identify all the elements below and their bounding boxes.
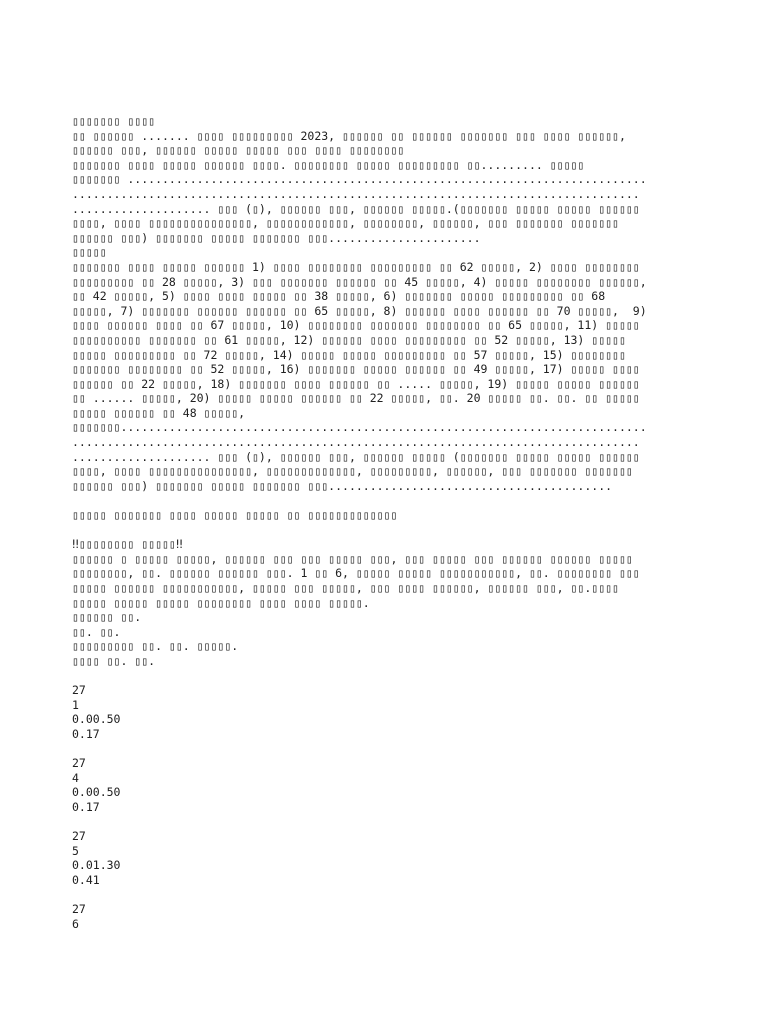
text-line: 27 bbox=[72, 829, 86, 844]
text-line: ▯▯▯▯▯, 7) ▯▯▯▯▯▯▯ ▯▯▯▯▯▯ ▯▯▯▯▯▯ ▯▯ 65 ▯▯▯▯▯, 8) ▯▯▯▯▯▯ ▯▯▯▯ ▯▯▯▯▯▯ ▯▯ 70 ▯▯▯▯▯, 9) bbox=[72, 303, 647, 318]
text-line: ▯▯▯▯▯ ▯▯▯▯▯▯▯ ▯▯▯▯ ▯▯▯▯▯ ▯▯▯▯▯ ▯▯ ▯▯▯▯▯▯▯▯▯▯▯▯▯ bbox=[72, 508, 398, 523]
text-line: ▯▯▯▯▯▯▯ ▯▯▯▯ bbox=[72, 114, 156, 128]
text-line: ▯▯ ...... ▯▯▯▯▯, 20) ▯▯▯▯▯ ▯▯▯▯▯ ▯▯▯▯▯▯ ▯▯ 22 ▯▯▯▯▯, ▯▯. 20 ▯▯▯▯▯ ▯▯. ▯▯. ▯▯ ▯▯▯▯▯ bbox=[72, 391, 640, 406]
text-line: .................................................................................. bbox=[72, 435, 640, 450]
text-line: ▯▯▯▯▯▯▯ ▯▯▯▯ ▯▯▯▯▯ ▯▯▯▯▯▯ 1) ▯▯▯▯ ▯▯▯▯▯▯▯▯ ▯▯▯▯▯▯▯▯▯ ▯▯ 62 ▯▯▯▯▯, 2) ▯▯▯▯ ▯▯▯▯▯▯▯▯ bbox=[72, 259, 640, 274]
text-line: ▯▯▯▯▯▯▯▯▯▯ ▯▯▯▯▯▯▯ ▯▯ 61 ▯▯▯▯▯, 12) ▯▯▯▯▯▯ ▯▯▯▯ ▯▯▯▯▯▯▯▯▯ ▯▯ 52 ▯▯▯▯▯, 13) ▯▯▯▯▯ bbox=[72, 332, 626, 347]
blank-line bbox=[72, 815, 712, 830]
text-line: 5 bbox=[72, 843, 79, 858]
text-line: 27 bbox=[72, 756, 86, 771]
text-line: ▯▯▯▯▯▯▯............................................................................ bbox=[72, 420, 647, 435]
text-line: 27 bbox=[72, 902, 86, 917]
text-line: ▯▯▯▯▯ ▯▯▯▯▯▯ ▯▯▯▯▯▯▯▯▯▯▯, ▯▯▯▯▯ ▯▯▯ ▯▯▯▯▯, ▯▯▯ ▯▯▯▯ ▯▯▯▯▯▯, ▯▯▯▯▯▯ ▯▯▯, ▯▯.▯▯▯▯ bbox=[72, 581, 619, 595]
text-line: ▯▯▯▯▯▯▯▯▯ ▯▯ 28 ▯▯▯▯▯, 3) ▯▯▯ ▯▯▯▯▯▯▯ ▯▯▯▯▯▯ ▯▯ 45 ▯▯▯▯▯, 4) ▯▯▯▯▯ ▯▯▯▯▯▯▯▯ ▯▯▯▯▯▯, bbox=[72, 274, 647, 289]
text-line: ▯▯▯▯▯▯▯ ▯▯▯▯▯▯▯▯ ▯▯ 52 ▯▯▯▯▯, 16) ▯▯▯▯▯▯▯ ▯▯▯▯▯ ▯▯▯▯▯▯ ▯▯ 49 ▯▯▯▯▯, 17) ▯▯▯▯▯ ▯▯▯▯ bbox=[72, 362, 640, 377]
text-line: ▯▯▯▯▯▯▯▯, ▯▯. ▯▯▯▯▯▯ ▯▯▯▯▯▯ ▯▯▯. 1 ▯▯ 6, ▯▯▯▯▯ ▯▯▯▯▯ ▯▯▯▯▯▯▯▯▯▯▯, ▯▯. ▯▯▯▯▯▯▯▯ ▯▯▯ bbox=[72, 566, 640, 581]
text-line: ▯▯. ▯▯. bbox=[72, 624, 121, 639]
text-line: 0.00.50 bbox=[72, 712, 121, 727]
text-line: 0.00.50 bbox=[72, 785, 121, 800]
text-line: 0.41 bbox=[72, 872, 100, 887]
blank-line bbox=[72, 523, 712, 538]
text-line: ▯▯ 42 ▯▯▯▯▯, 5) ▯▯▯▯ ▯▯▯▯ ▯▯▯▯▯ ▯▯ 38 ▯▯▯▯▯, 6) ▯▯▯▯▯▯▯ ▯▯▯▯▯ ▯▯▯▯▯▯▯▯▯ ▯▯ 68 bbox=[72, 289, 606, 304]
text-line: ▯▯▯▯, ▯▯▯▯ ▯▯▯▯▯▯▯▯▯▯▯▯▯▯▯, ▯▯▯▯▯▯▯▯▯▯▯▯, ▯▯▯▯▯▯▯▯, ▯▯▯▯▯▯, ▯▯▯ ▯▯▯▯▯▯▯ ▯▯▯▯▯▯▯ bbox=[72, 216, 619, 231]
text-line: 1 bbox=[72, 697, 79, 712]
text-line: ▯▯▯▯▯▯ ▯▯ 22 ▯▯▯▯▯, 18) ▯▯▯▯▯▯▯ ▯▯▯▯ ▯▯▯▯▯▯ ▯▯ ..... ▯▯▯▯▯, 19) ▯▯▯▯▯ ▯▯▯▯▯ ▯▯▯▯▯▯ bbox=[72, 376, 640, 391]
text-line: ▯▯▯▯▯▯▯ ........................................................................... bbox=[72, 172, 647, 187]
text-line: ▯▯▯▯▯ ▯▯▯▯▯▯ ▯▯ 48 ▯▯▯▯▯, bbox=[72, 405, 246, 420]
document-text bbox=[72, 114, 712, 931]
text-line: .................................................................................. bbox=[72, 186, 640, 201]
text-line: ‼▯▯▯▯▯▯▯▯ ▯▯▯▯▯‼ bbox=[72, 537, 183, 552]
text-line: 6 bbox=[72, 916, 79, 931]
text-line: 0.17 bbox=[72, 799, 100, 814]
text-line: ▯▯▯▯▯ ▯▯▯▯▯ ▯▯▯▯▯ ▯▯▯▯▯▯▯▯ ▯▯▯▯ ▯▯▯▯ ▯▯▯▯▯. bbox=[72, 595, 370, 610]
text-line: ▯▯▯▯▯▯ ▯ ▯▯▯▯▯ ▯▯▯▯▯, ▯▯▯▯▯▯ ▯▯▯ ▯▯▯ ▯▯▯▯▯ ▯▯▯, ▯▯▯ ▯▯▯▯▯ ▯▯▯ ▯▯▯▯▯▯ ▯▯▯▯▯▯ ▯▯▯▯▯ bbox=[72, 551, 633, 566]
text-line: ▯▯▯▯▯▯▯▯▯ ▯▯. ▯▯. ▯▯▯▯▯. bbox=[72, 639, 239, 654]
blank-line bbox=[72, 887, 712, 902]
text-line: .................... ▯▯▯ (▯), ▯▯▯▯▯▯ ▯▯▯, ▯▯▯▯▯▯ ▯▯▯▯▯.(▯▯▯▯▯▯▯ ▯▯▯▯▯ ▯▯▯▯▯ ▯▯▯▯▯▯ bbox=[72, 201, 640, 216]
text-line: 4 bbox=[72, 770, 79, 785]
text-line: ▯▯▯▯, ▯▯▯▯ ▯▯▯▯▯▯▯▯▯▯▯▯▯▯▯, ▯▯▯▯▯▯▯▯▯▯▯▯▯, ▯▯▯▯▯▯▯▯▯, ▯▯▯▯▯▯, ▯▯▯ ▯▯▯▯▯▯▯ ▯▯▯▯▯▯▯ bbox=[72, 464, 633, 479]
text-line: ▯▯▯▯▯▯ ▯▯. bbox=[72, 610, 142, 625]
text-line: ▯▯▯▯▯▯ ▯▯▯) ▯▯▯▯▯▯▯ ▯▯▯▯▯ ▯▯▯▯▯▯▯ ▯▯▯......................................... bbox=[72, 478, 613, 493]
text-line: ▯▯▯▯▯▯▯ ▯▯▯▯ ▯▯▯▯▯ ▯▯▯▯▯▯ ▯▯▯▯. ▯▯▯▯▯▯▯▯ ▯▯▯▯▯ ▯▯▯▯▯▯▯▯▯ ▯▯......... ▯▯▯▯▯ bbox=[72, 157, 585, 172]
text-line: 0.01.30 bbox=[72, 858, 121, 873]
text-line: ▯▯▯▯▯▯ ▯▯▯, ▯▯▯▯▯▯ ▯▯▯▯▯ ▯▯▯▯▯ ▯▯▯ ▯▯▯▯ ▯▯▯▯▯▯▯▯ bbox=[72, 143, 405, 158]
text-line: .................... ▯▯▯ (▯), ▯▯▯▯▯▯ ▯▯▯, ▯▯▯▯▯▯ ▯▯▯▯▯ (▯▯▯▯▯▯▯ ▯▯▯▯▯ ▯▯▯▯▯ ▯▯▯▯▯▯ bbox=[72, 449, 640, 464]
text-line: ▯▯▯▯▯▯ ▯▯▯) ▯▯▯▯▯▯▯ ▯▯▯▯▯ ▯▯▯▯▯▯▯ ▯▯▯...................... bbox=[72, 230, 481, 245]
text-line: 0.17 bbox=[72, 726, 100, 741]
text-line: ▯▯▯▯ ▯▯. ▯▯. bbox=[72, 653, 156, 668]
text-line: ▯▯▯▯▯ bbox=[72, 245, 107, 260]
blank-line bbox=[72, 669, 712, 684]
text-line: ▯▯ ▯▯▯▯▯▯ ....... ▯▯▯▯ ▯▯▯▯▯▯▯▯▯ 2023, ▯▯▯▯▯▯ ▯▯ ▯▯▯▯▯▯ ▯▯▯▯▯▯▯ ▯▯▯ ▯▯▯▯ ▯▯▯▯▯▯, bbox=[72, 128, 626, 143]
text-line: ▯▯▯▯▯ ▯▯▯▯▯▯▯▯▯ ▯▯ 72 ▯▯▯▯▯, 14) ▯▯▯▯▯ ▯▯▯▯▯ ▯▯▯▯▯▯▯▯▯ ▯▯ 57 ▯▯▯▯▯, 15) ▯▯▯▯▯▯▯▯ bbox=[72, 347, 626, 362]
text-line: 27 bbox=[72, 683, 86, 698]
blank-line bbox=[72, 493, 712, 508]
blank-line bbox=[72, 742, 712, 757]
text-line: ▯▯▯▯ ▯▯▯▯▯▯ ▯▯▯▯ ▯▯ 67 ▯▯▯▯▯, 10) ▯▯▯▯▯▯▯▯ ▯▯▯▯▯▯▯ ▯▯▯▯▯▯▯▯ ▯▯ 65 ▯▯▯▯▯, 11) ▯▯▯▯▯ bbox=[72, 318, 640, 333]
